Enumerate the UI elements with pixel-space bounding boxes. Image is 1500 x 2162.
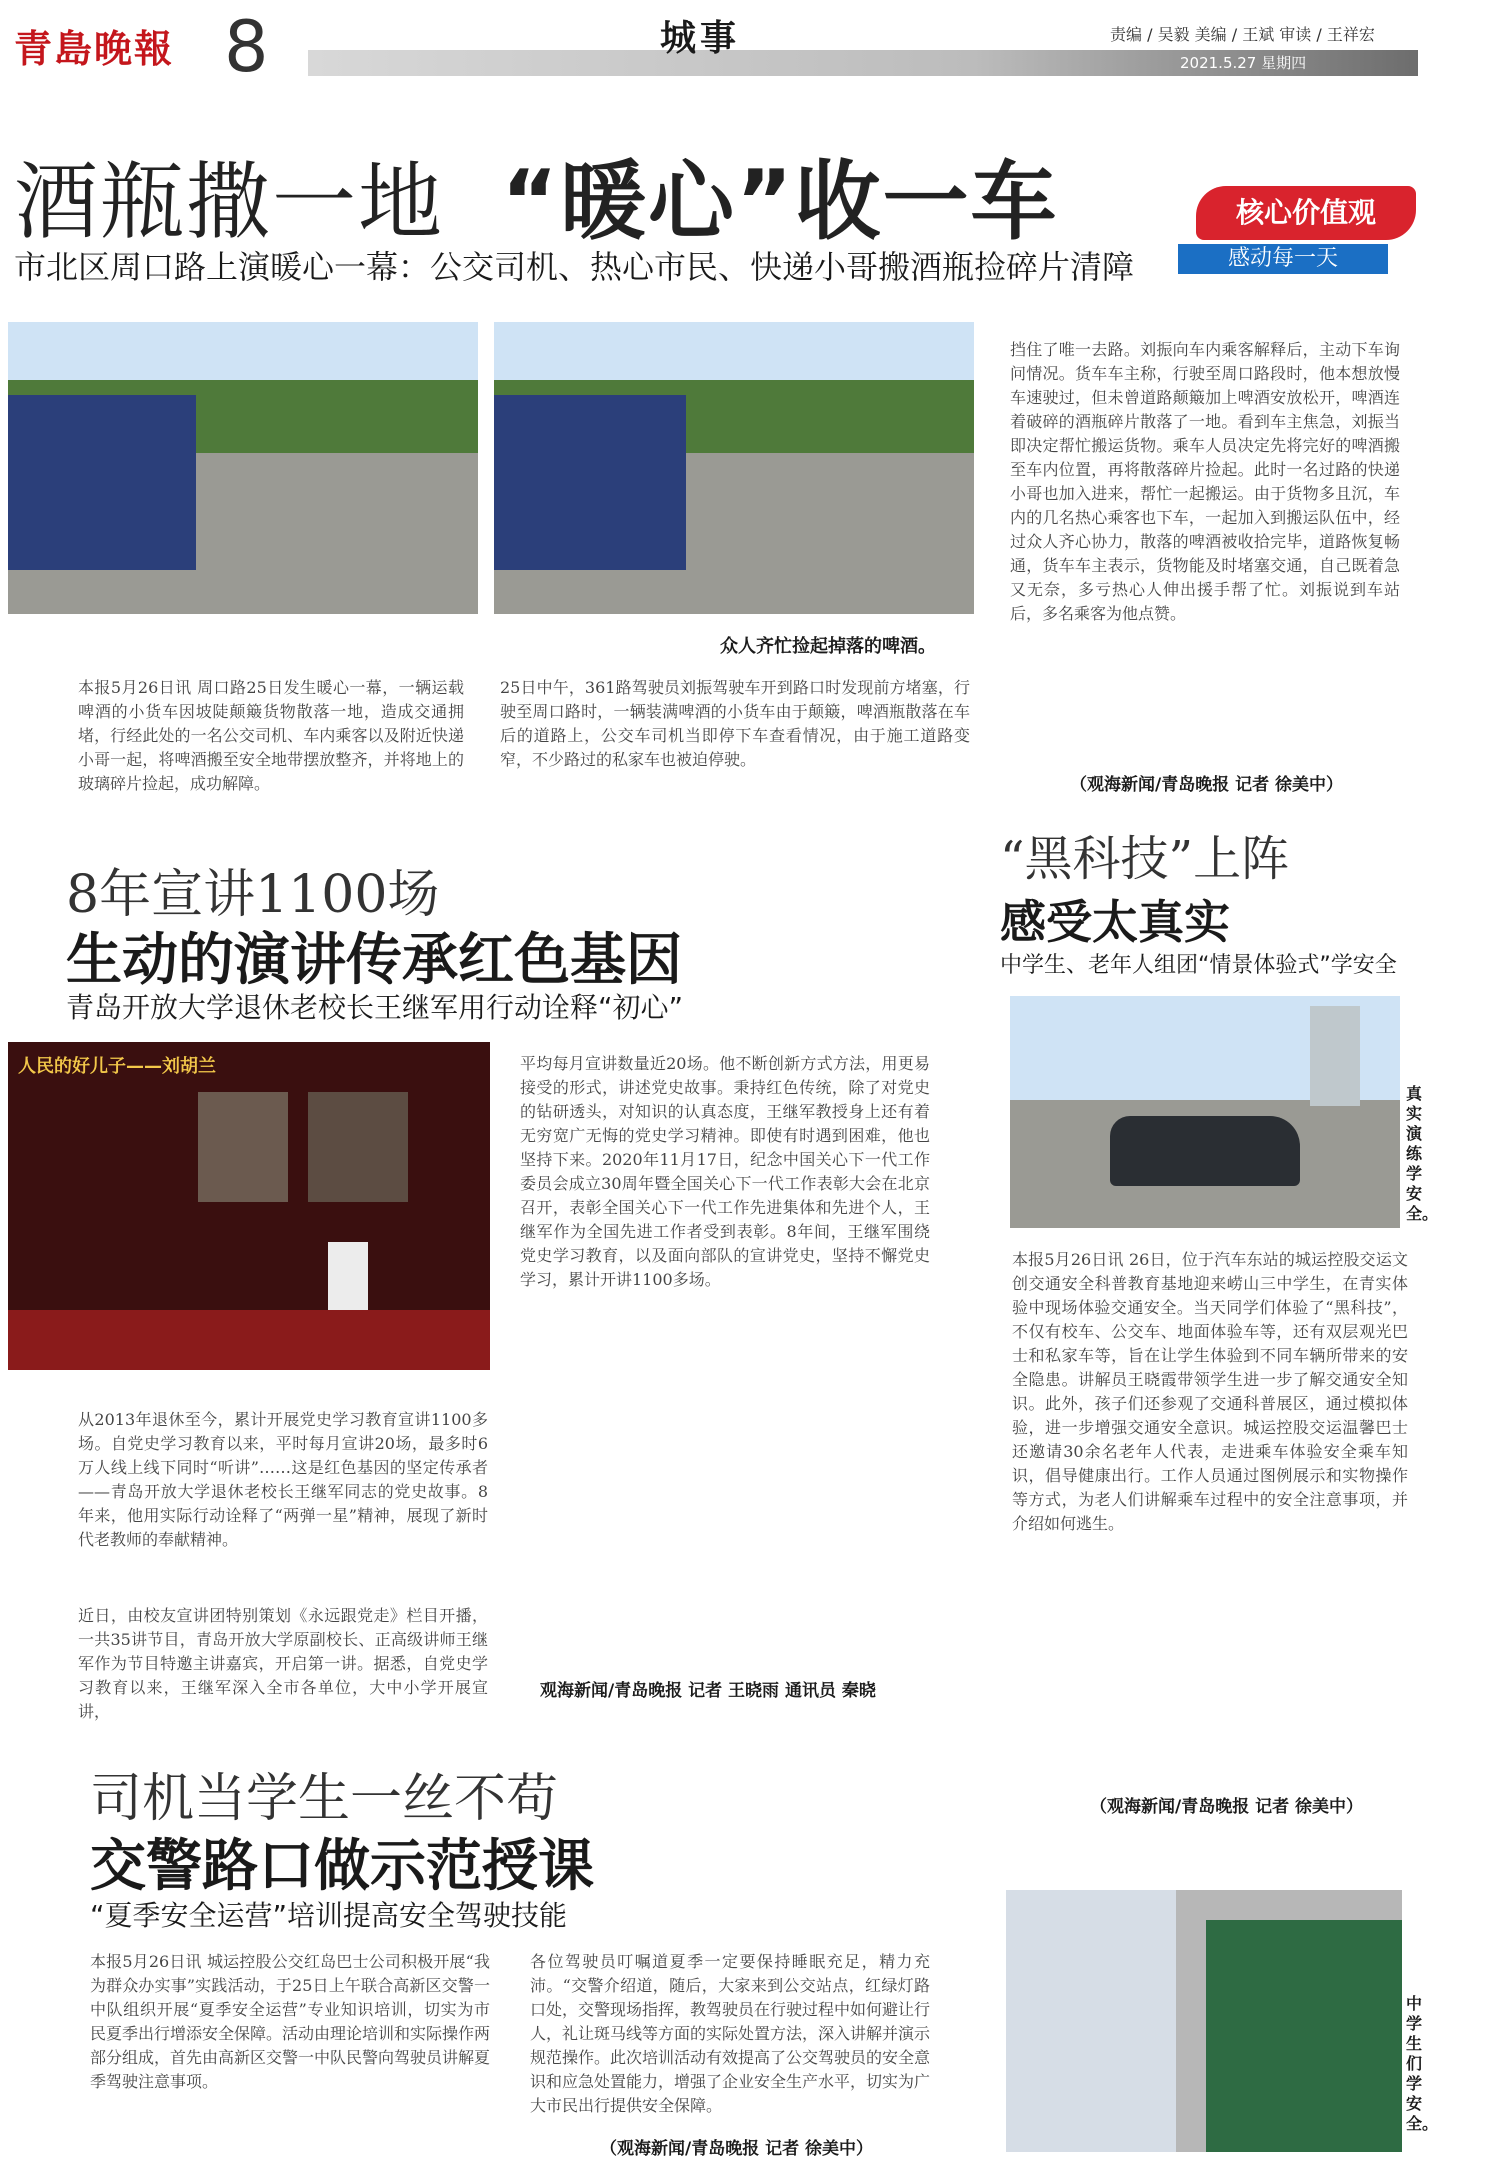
badge-top-label: 核心价值观 bbox=[1196, 186, 1416, 240]
story2-body-b: 近日，由校友宣讲团特别策划《永远跟党走》栏目开播，一共35讲节目，青岛开放大学原副校长、正高级讲师王继军作为节目特邀主讲嘉宾，开启第一讲。据悉，自党史学习教育以来，王继军深入全市各单位，大中小学开展宣讲， bbox=[78, 1606, 488, 1721]
story3-photo2-caption: 中学生们学安全。 bbox=[1406, 1994, 1439, 2133]
story2-kicker: 8年宣讲1100场 bbox=[66, 865, 440, 925]
story2-headline: 生动的演讲传承红色基因 bbox=[66, 928, 682, 993]
story2-photo bbox=[8, 1042, 490, 1370]
page-number: 8 bbox=[224, 6, 269, 88]
story2-deck: 青岛开放大学退休老校长王继军用行动诠释“初心” bbox=[66, 991, 684, 1024]
story3-photo-2 bbox=[1006, 1890, 1402, 2152]
story1-body-b: 25日中午，361路驾驶员刘振驾驶车开到路口时发现前方堵塞，行驶至周口路时，一辆装满啤酒的小货车由于颠簸，啤酒瓶散落在车后的道路上，公交车司机当即停下车查看情况，由于施工道路变窄，不少路过的私家车也被迫停驶。 bbox=[500, 678, 970, 769]
story3-photo bbox=[1010, 996, 1400, 1228]
story4-body-b: 各位驾驶员叮嘱道夏季一定要保持睡眠充足，精力充沛。“交警介绍道，随后，大家来到公交站点，红绿灯路口处，交警现场指挥，教驾驶员在行驶过程中如何避让行人，礼让斑马线等方面的实际处置方法，深入讲解并演示规范操作。此次培训活动有效提高了公交驾驶员的安全意识和应急处置能力，增强了企业安全生产水平，切实为广大市民出行提供安全保障。 bbox=[530, 1952, 931, 2115]
story1-deck: 市北区周口路上演暖心一幕：公交司机、热心市民、快递小哥搬酒瓶捡碎片清障 bbox=[14, 248, 1135, 286]
story4-kicker: 司机当学生一丝不苟 bbox=[90, 1769, 559, 1829]
badge-bottom-label: 感动每一天 bbox=[1178, 244, 1388, 274]
story2-body-c: 平均每月宣讲数量近20场。他不断创新方式方法，用更易接受的形式，讲述党史故事。秉持红色传统，除了对党史的钻研透头，对知识的认真态度，王继军教授身上还有着无穷宽广无悔的党史学习精神。即使有时遇到困难，他也坚持下来。2020年11月17日，纪念中国关心下一代工作委员会成立30周年暨全国关心下一代工作表彰大会在北京召开，表彰全国关心下一代工作先进集体和先进个人，王继军作为全国先进工作者受到表彰。8年间，王继军围绕党史学习教育，以及面向部队的宣讲党史，坚持不懈党史学习，累计开讲1100多场。 bbox=[520, 1054, 930, 1289]
core-values-badge bbox=[1178, 184, 1418, 280]
story4-headline: 交警路口做示范授课 bbox=[90, 1834, 594, 1899]
story4-deck: “夏季安全运营”培训提高安全驾驶技能 bbox=[90, 1899, 568, 1932]
story1-headline-left: 酒瓶撒一地 bbox=[14, 153, 445, 251]
story3-kicker: “黑科技”上阵 bbox=[1000, 831, 1290, 887]
story3-byline: （观海新闻/青岛晚报 记者 徐美中） bbox=[1090, 1797, 1364, 1817]
story1-headline bbox=[14, 132, 1058, 256]
story1-photo-right bbox=[494, 322, 974, 614]
story3-body: 本报5月26日讯 26日，位于汽车东站的城运控股交运文创交通安全科普教育基地迎来崂山三中学生，在青实体验中现场体验交通安全。当天同学们体验了“黑科技”，不仅有校车、公交车、地面体验车等，还有双层观光巴士和私家车等，旨在让学生体验到不同车辆所带来的安全隐患。讲解员王晓霞带领学生进一步了解交通安全知识。此外，孩子们还参观了交通科普展区，通过模拟体验，进一步增强交通安全意识。城运控股交运温馨巴士还邀请30余名老年人代表，走进乘车体验安全乘车知识，倡导健康出行。工作人员通过图例展示和实物操作等方式，为老人们讲解乘车过程中的安全注意事项，并介绍如何逃生。 bbox=[1012, 1250, 1408, 1533]
masthead-logo: 青島晚報 bbox=[14, 26, 175, 71]
story1-byline: （观海新闻/青岛晚报 记者 徐美中） bbox=[1070, 775, 1344, 795]
story1-body-c: 挡住了唯一去路。刘振向车内乘客解释后，主动下车询问情况。货车车主称，行驶至周口路段时，他本想放慢车速驶过，但未曾道路颠簸加上啤酒安放松开，啤酒连着破碎的酒瓶碎片散落了一地。看到车主焦急，刘振当即决定帮忙搬运货物。乘车人员决定先将完好的啤酒搬至车内位置，再将散落碎片捡起。此时一名过路的快递小哥也加入进来，帮忙一起搬运。由于货物多且沉，车内的几名热心乘客也下车，一起加入到搬运队伍中，经过众人齐心协力，散落的啤酒被收拾完毕，道路恢复畅通，货车车主表示，货物能及时堵塞交通，自己既着急又无奈，多亏热心人伸出援手帮了忙。刘振说到车站后，多名乘客为他点赞。 bbox=[1010, 340, 1400, 623]
story4-byline: （观海新闻/青岛晚报 记者 徐美中） bbox=[600, 2139, 874, 2159]
story3-photo-caption: 真实演练学安全。 bbox=[1406, 1084, 1439, 1223]
story2-byline: 观海新闻/青岛晚报 记者 王晓雨 通讯员 秦晓 bbox=[540, 1681, 876, 1701]
story3-deck: 中学生、老年人组团“情景体验式”学安全 bbox=[1000, 953, 1397, 978]
story1-caption: 众人齐忙捡起掉落的啤酒。 bbox=[720, 636, 936, 657]
section-title: 城事 bbox=[660, 17, 741, 59]
story2-body-a: 从2013年退休至今，累计开展党史学习教育宣讲1100多场。自党史学习教育以来，平时每月宣讲20场，最多时6万人线上线下同时“听讲”……这是红色基因的坚定传承者——青岛开放大学退休老校长王继军同志的党史故事。8年来，他用实际行动诠释了“两弹一星”精神，展现了新时代老教师的奉献精神。 bbox=[78, 1410, 488, 1549]
editor-credits: 责编 / 吴毅 美编 / 王斌 审读 / 王祥宏 bbox=[1110, 25, 1375, 44]
story1-body-a: 本报5月26日讯 周口路25日发生暖心一幕，一辆运载啤酒的小货车因坡陡颠簸货物散落一地，造成交通拥堵，行经此处的一名公交司机、车内乘客以及附近快递小哥一起，将啤酒搬至安全地带摆放整齐，并将地上的玻璃碎片捡起，成功解障。 bbox=[78, 678, 464, 793]
slide-title: 人民的好儿子——刘胡兰 bbox=[18, 1056, 216, 1077]
story4-body-a: 本报5月26日讯 城运控股公交红岛巴士公司积极开展“我为群众办实事”实践活动，于25日上午联合高新区交警一中队组织开展“夏季安全运营”专业知识培训，切实为市民夏季出行增添安全保障。活动由理论培训和实际操作两部分组成，首先由高新区交警一中队民警向驾驶员讲解夏季驾驶注意事项。 bbox=[90, 1952, 491, 2091]
story3-headline: 感受太真实 bbox=[1000, 895, 1230, 949]
issue-date: 2021.5.27 星期四 bbox=[1180, 54, 1307, 72]
story1-photo-left bbox=[8, 322, 478, 614]
story1-headline-right: “暖心”收一车 bbox=[501, 152, 1059, 252]
